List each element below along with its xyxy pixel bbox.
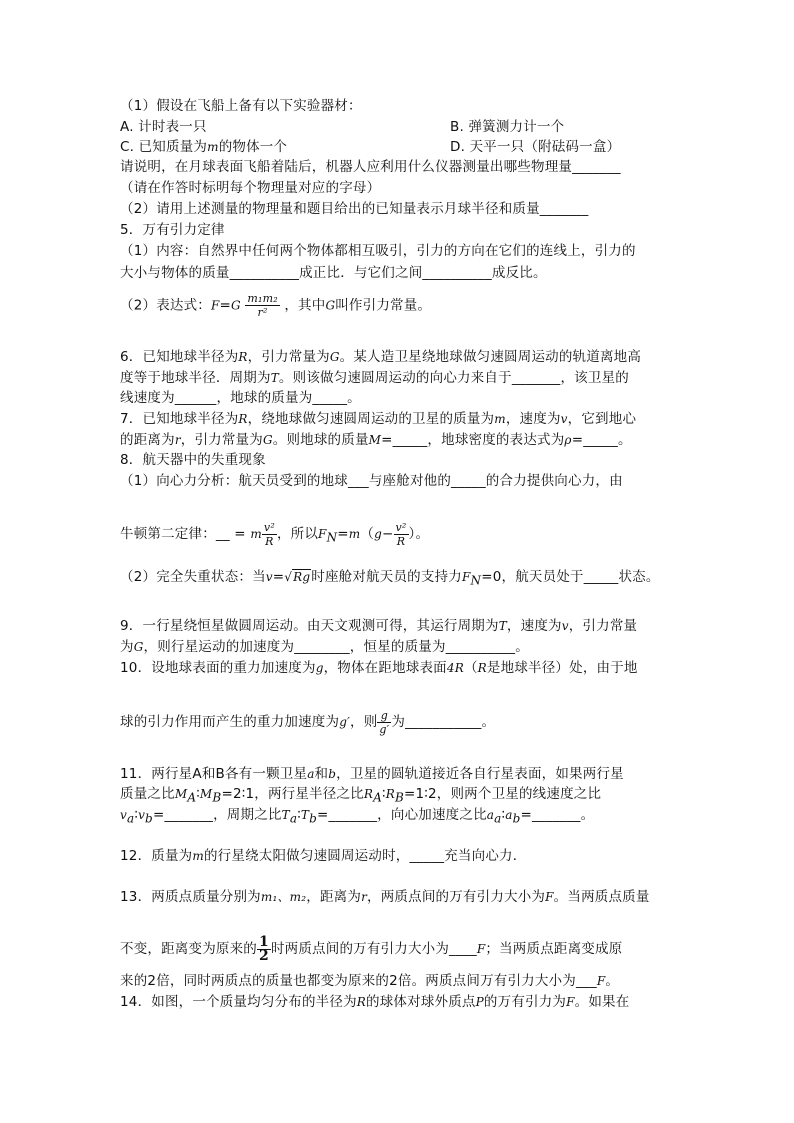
q14-line1: 14．如图，一个质量均匀分布的半径为R的球体对球外质点P的万有引力为F。如果在	[120, 994, 630, 1010]
centripetal-fraction: $\frac{\text{v²}}{R}$	[263, 520, 275, 548]
option-c: C. 已知质量为m的物体一个	[120, 139, 288, 155]
q13-line3: 来的2倍，同时两质点的质量也都变为原来的2倍。两质点间万有引力大小为___F。	[120, 973, 620, 989]
exp-ask1-note: （请在作答时标明每个物理量对应的字母）	[120, 180, 381, 196]
exp-ask1: 请说明，在月球表面飞船着陆后，机器人应利用什么仪器测量出哪些物理量_______	[120, 159, 621, 175]
q13-line1: 13．两质点质量分别为m₁、m₂，距离为r，两质点间的万有引力大小为F。当两质点质量	[120, 889, 650, 905]
q12-line1: 12．质量为m的行星绕太阳做匀速圆周运动时，_____充当向心力．	[120, 848, 527, 864]
half-fraction: $\frac{1}{2}$	[259, 933, 269, 964]
q7-line2: 的距离为r，引力常量为G。则地球的质量M=_____，地球密度的表达式为ρ=_____。	[120, 432, 632, 448]
q6-line2: 度等于地球半径．周期为T。则该做匀速圆周运动的向心力来自于_______，该卫星的	[120, 370, 629, 386]
q5-title: 5．万有引力定律	[120, 222, 225, 238]
q5-line1: （1）内容：自然界中任何两个物体都相互吸引，引力的方向在它们的连线上，引力的	[120, 243, 636, 259]
gravity-fraction: $\frac{\text{m₁m₂}}{\text{r²}}$	[247, 292, 278, 319]
q11-line2: 质量之比$M_A∶M_B=2∶1$，两行星半径之比$R_A∶R_B=1∶2$，则两个卫星的线速度之比	[120, 786, 602, 805]
q8-title: 8．航天器中的失重现象	[120, 452, 266, 468]
option-a: A. 计时表一只	[120, 119, 207, 135]
q5-line2: 大小与物体的质量__________成正比．与它们之间__________成反比。	[120, 265, 547, 281]
q13-line2: 不变，距离变为原来的 $\frac{1}{2}$ 时两质点间的万有引力大小为____F；当两质点距离变成原	[120, 933, 623, 964]
q8-line2: 牛顿第二定律：__ = m $\frac{\text{v²}}{R}$ ，所以$F_N=m(g-$ $\frac{\text{v²}}{R}$ ）。	[120, 520, 430, 548]
q11-line1: 11．两行星A和B各有一颗卫星a和b，卫星的圆轨道接近各自行星表面，如果两行星	[120, 766, 624, 782]
sqrt-expression: √Rg	[284, 570, 311, 584]
q10-line1: 10．设地球表面的重力加速度为g，物体在距地球表面4R（R是地球半径）处，由于地	[120, 660, 638, 676]
q11-line3: $v_a∶v_b=\_\_\_\_\_\_\_$，周期之比$T_a∶T_b=\_\_\_\_\_\_\_$，向心加速度之比$a_a∶a_b=\_\_\_\_\_\_\_$。	[120, 807, 595, 826]
q8-line3: （2）完全失重状态：当v=√Rg时座舱对航天员的支持力$F_N=0$，航天员处于_____状态。	[120, 569, 660, 588]
acceleration-fraction: $\frac{\text{v²}}{R}$	[395, 520, 407, 548]
q5-expression: （2）表达式：F=G $\frac{\text{m₁m₂}}{\text{r²}}$ ，其中G叫作引力常量。	[120, 292, 432, 319]
option-b: B. 弹簧测力计一个	[450, 119, 565, 135]
q6-line3: 线速度为______，地球的质量为_____。	[120, 390, 361, 406]
option-d: D. 天平一只（附砝码一盒）	[450, 139, 621, 155]
q8-line1: （1）向心力分析：航天员受到的地球___与座舱对他的_____的合力提供向心力，由	[120, 473, 623, 489]
q6-line1: 6．已知地球半径为R，引力常量为G。某人造卫星绕地球做匀速圆周运动的轨道离地高	[120, 349, 642, 365]
q9-line1: 9．一行星绕恒星做圆周运动。由天文观测可得，其运行周期为T，速度为v，引力常量	[120, 618, 638, 634]
option-row-cd	[120, 138, 621, 156]
exp-ask2: （2）请用上述测量的物理量和题目给出的已知量表示月球半径和质量_______	[120, 201, 589, 217]
q9-line2: 为G，则行星运动的加速度为________，恒星的质量为__________。	[120, 639, 529, 655]
q7-line1: 7．已知地球半径为R，绕地球做匀速圆周运动的卫星的质量为m，速度为v，它到地心	[120, 411, 637, 427]
gravity-ratio-fraction: $\frac{g}{g'}$	[379, 708, 390, 736]
exp-title: （1）假设在飞船上备有以下实验器材：	[120, 98, 362, 114]
q10-line2: 球的引力作用而产生的重力加速度为g′，则 $\frac{g}{g'}$ 为___________。	[120, 708, 496, 736]
option-row-ab	[120, 118, 565, 136]
